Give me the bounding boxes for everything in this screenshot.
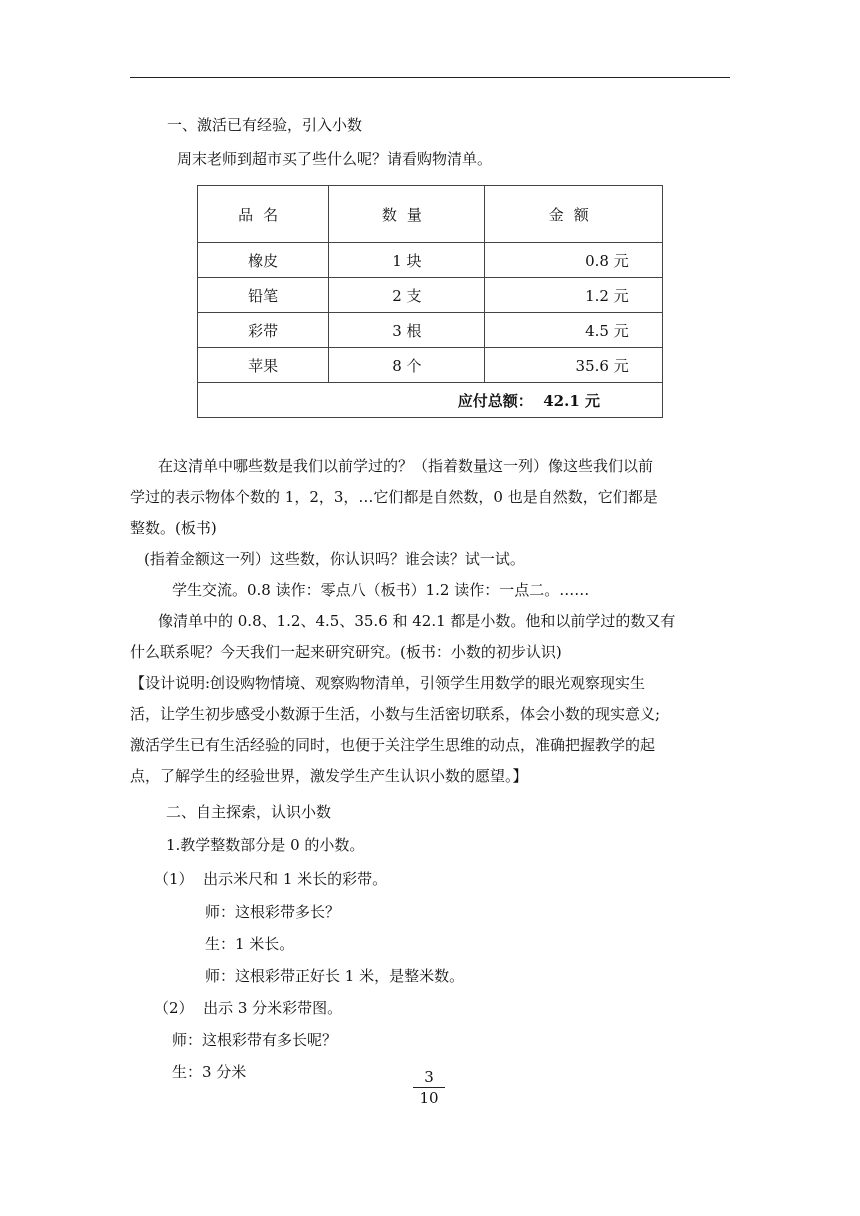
header-item: 品名 [198,186,329,243]
cell-qty: 3 根 [329,313,485,348]
cell-amount [485,278,663,313]
paragraph-4-line-2: 什么联系呢？今天我们一起来研究研究。(板书：小数的初步认识) [130,643,562,661]
cell-amount [485,348,663,383]
amount-value: 35.6 元 [575,356,629,375]
table-row [198,348,663,383]
dialogue-line-1: 师：这根彩带多长？ [205,903,341,921]
fraction-bar [413,1087,445,1088]
cell-qty: 1 块 [329,243,485,278]
paragraph-1-line-1: 在这清单中哪些数是我们以前学过的？（指着数量这一列）像这些我们以前 [158,457,654,475]
header-rule [130,77,730,78]
section2-heading: 二、自主探索，认识小数 [166,803,332,821]
cell-item: 铅笔 [198,278,329,313]
section1-heading: 一、激活已有经验，引入小数 [167,116,363,134]
amount-value: 4.5 元 [585,321,629,340]
fraction-three-tenths [413,1068,445,1107]
section2-sub1: 1.教学整数部分是 0 的小数。 [166,836,365,854]
total-row [198,383,663,418]
total-cell: 应付总额： 42.1 元 [198,383,663,418]
dialogue-line-2: 生：1 米长。 [205,935,295,953]
table-row [198,243,663,278]
paragraph-1-line-2: 学过的表示物体个数的 1，2，3，…它们都是自然数，0 也是自然数，它们都是 [130,488,658,506]
design-note-line-2: 活，让学生初步感受小数源于生活，小数与生活密切联系，体会小数的现实意义; [130,705,661,723]
shopping-list-table [197,185,663,418]
table-row [198,278,663,313]
cell-item: 苹果 [198,348,329,383]
fraction-denominator: 10 [419,1089,439,1107]
cell-amount [485,313,663,348]
section1-intro: 周末老师到超市买了些什么呢？请看购物清单。 [177,150,493,168]
fraction-numerator: 3 [424,1068,434,1086]
amount-value: 0.8 元 [585,251,629,270]
cell-item: 橡皮 [198,243,329,278]
design-note-line-3: 激活学生已有生活经验的同时，也便于关注学生思维的动点，准确把握教学的起 [130,736,656,754]
table-row [198,313,663,348]
design-note-line-4: 点，了解学生的经验世界，激发学生产生认识小数的愿望。】 [130,767,528,785]
step-1: （1） 出示米尺和 1 米长的彩带。 [154,870,388,888]
paragraph-4-line-1: 像清单中的 0.8、1.2、4.5、35.6 和 42.1 都是小数。他和以前学过的数又有 [158,612,676,630]
paragraph-2: (指着金额这一列）这些数，你认识吗？谁会读？试一试。 [144,550,525,568]
step-2: （2） 出示 3 分米彩带图。 [154,999,343,1017]
paragraph-1-line-3: 整数。(板书) [130,519,217,537]
table-header-row [198,186,663,243]
dialogue-line-4: 师：这根彩带有多长呢？ [172,1031,338,1049]
dialogue-line-5: 生：3 分米 [172,1063,247,1081]
header-amount: 金额 [485,186,663,243]
cell-item: 彩带 [198,313,329,348]
cell-qty: 2 支 [329,278,485,313]
dialogue-line-3: 师：这根彩带正好长 1 米，是整米数。 [205,967,465,985]
header-qty: 数量 [329,186,485,243]
cell-amount [485,243,663,278]
cell-qty: 8 个 [329,348,485,383]
design-note-line-1: 【设计说明:创设购物情境、观察购物清单，引领学生用数学的眼光观察现实生 [130,674,646,692]
paragraph-3: 学生交流。0.8 读作：零点八（板书）1.2 读作：一点二。…… [172,581,590,599]
amount-value: 1.2 元 [585,286,629,305]
